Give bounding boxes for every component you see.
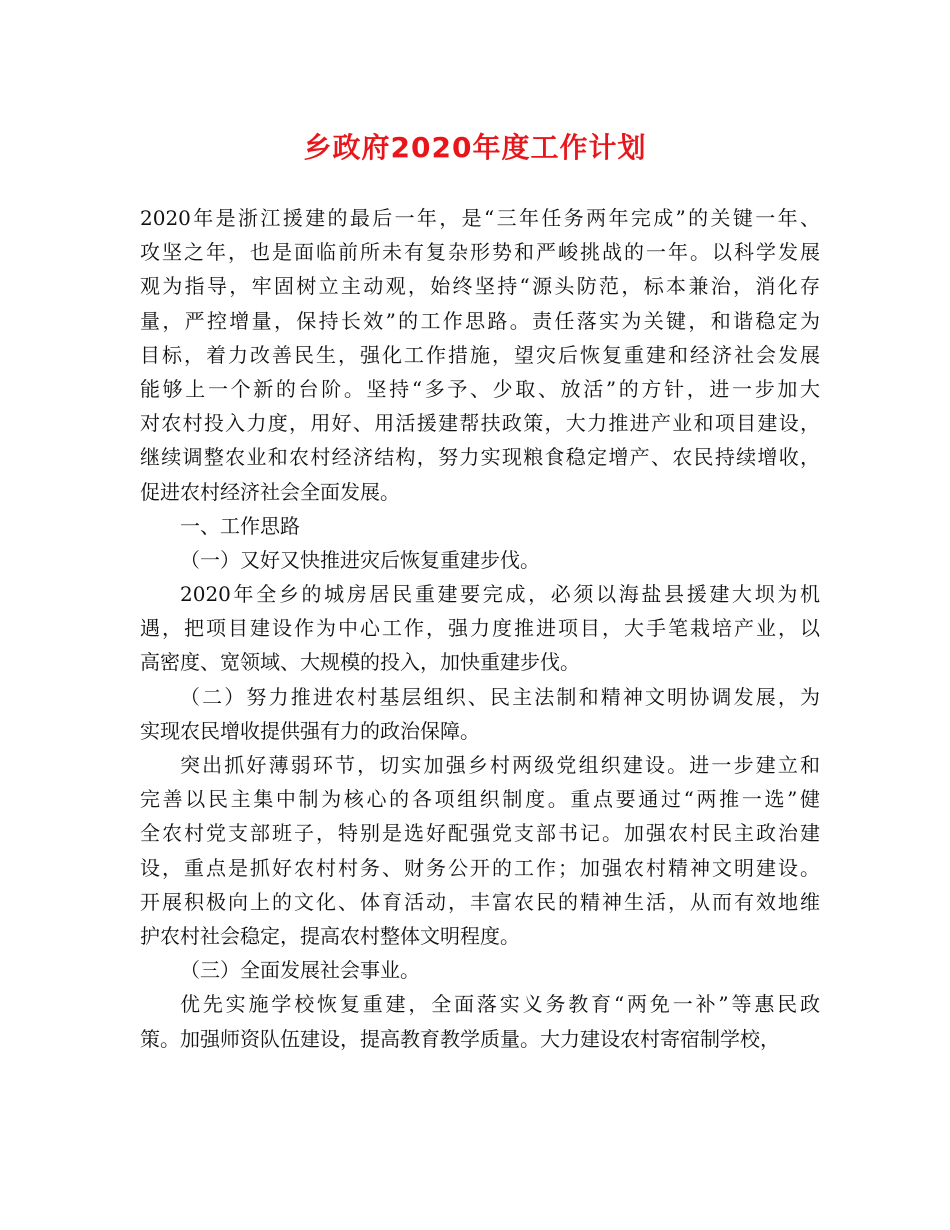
paragraph-subheading-1: [140, 543, 820, 577]
text-line: 优先实施学校恢复重建，全面落实义务教育“两免一补”等惠民政: [180, 992, 820, 1017]
text-line: （三）全面发展社会事业。: [180, 958, 420, 983]
text-line: 全农村党支部班子，特别是选好配强党支部书记。加强农村民主政治建: [140, 821, 820, 846]
document-title: 乡政府2020年度工作计划: [303, 131, 647, 164]
text-line: 量，严控增量，保持长效”的工作思路。责任落实为关键，和谐稳定为: [140, 308, 820, 333]
text-line: （二）努力推进农村基层组织、民主法制和精神文明协调发展，为: [180, 684, 820, 709]
text-line: 2020年是浙江援建的最后一年，是“三年任务两年完成”的关键一年、: [140, 206, 820, 230]
text-line: 开展积极向上的文化、体育活动，丰富农民的精神生活，从而有效地维: [140, 889, 820, 914]
text-line: （一）又好又快推进灾后恢复重建步伐。: [180, 547, 540, 572]
text-line: 实现农民增收提供强有力的政治保障。: [140, 718, 480, 743]
paragraph-subheading-2: [140, 680, 820, 748]
paragraph-subheading-3: [140, 953, 820, 987]
text-line: 策。加强师资队伍建设，提高教育教学质量。大力建设农村寄宿制学校，: [140, 1026, 780, 1051]
text-line: 2020年全乡的城房居民重建要完成，必须以海盐县援建大坝为机: [180, 582, 820, 607]
paragraph-para-1: [140, 577, 820, 680]
text-line: 一、工作思路: [180, 513, 300, 538]
text-line: 高密度、宽领域、大规模的投入，加快重建步伐。: [140, 650, 580, 675]
text-line: 遇，把项目建设作为中心工作，强力度推进项目，大手笔栽培产业，以: [140, 616, 820, 641]
text-line: 继续调整农业和农村经济结构，努力实现粮食稳定增产、农民持续增收，: [140, 445, 820, 470]
text-line: 攻坚之年，也是面临前所未有复杂形势和严峻挑战的一年。以科学发展: [140, 240, 820, 265]
text-line: 完善以民主集中制为核心的各项组织制度。重点要通过“两推一选”健: [140, 787, 820, 812]
text-line: 突出抓好薄弱环节，切实加强乡村两级党组织建设。进一步建立和: [180, 753, 820, 777]
text-line: 能够上一个新的台阶。坚持“多予、少取、放活”的方针，进一步加大: [140, 376, 820, 401]
paragraph-para-3: [140, 987, 820, 1055]
text-line: 护农村社会稳定，提高农村整体文明程度。: [140, 923, 520, 948]
text-line: 对农村投入力度，用好、用活援建帮扶政策，大力推进产业和项目建设，: [140, 411, 820, 436]
paragraph-heading-1: [140, 509, 820, 543]
document-body: [140, 201, 820, 1056]
text-line: 设，重点是抓好农村村务、财务公开的工作；加强农村精神文明建设。: [140, 855, 820, 880]
text-line: 目标，着力改善民生，强化工作措施，望灾后恢复重建和经济社会发展: [140, 342, 820, 367]
text-line: 观为指导，牢固树立主动观，始终坚持“源头防范，标本兼治，消化存: [140, 274, 820, 299]
paragraph-para-2: [140, 748, 820, 953]
paragraph-intro: [140, 201, 820, 509]
text-line: 促进农村经济社会全面发展。: [140, 479, 400, 504]
